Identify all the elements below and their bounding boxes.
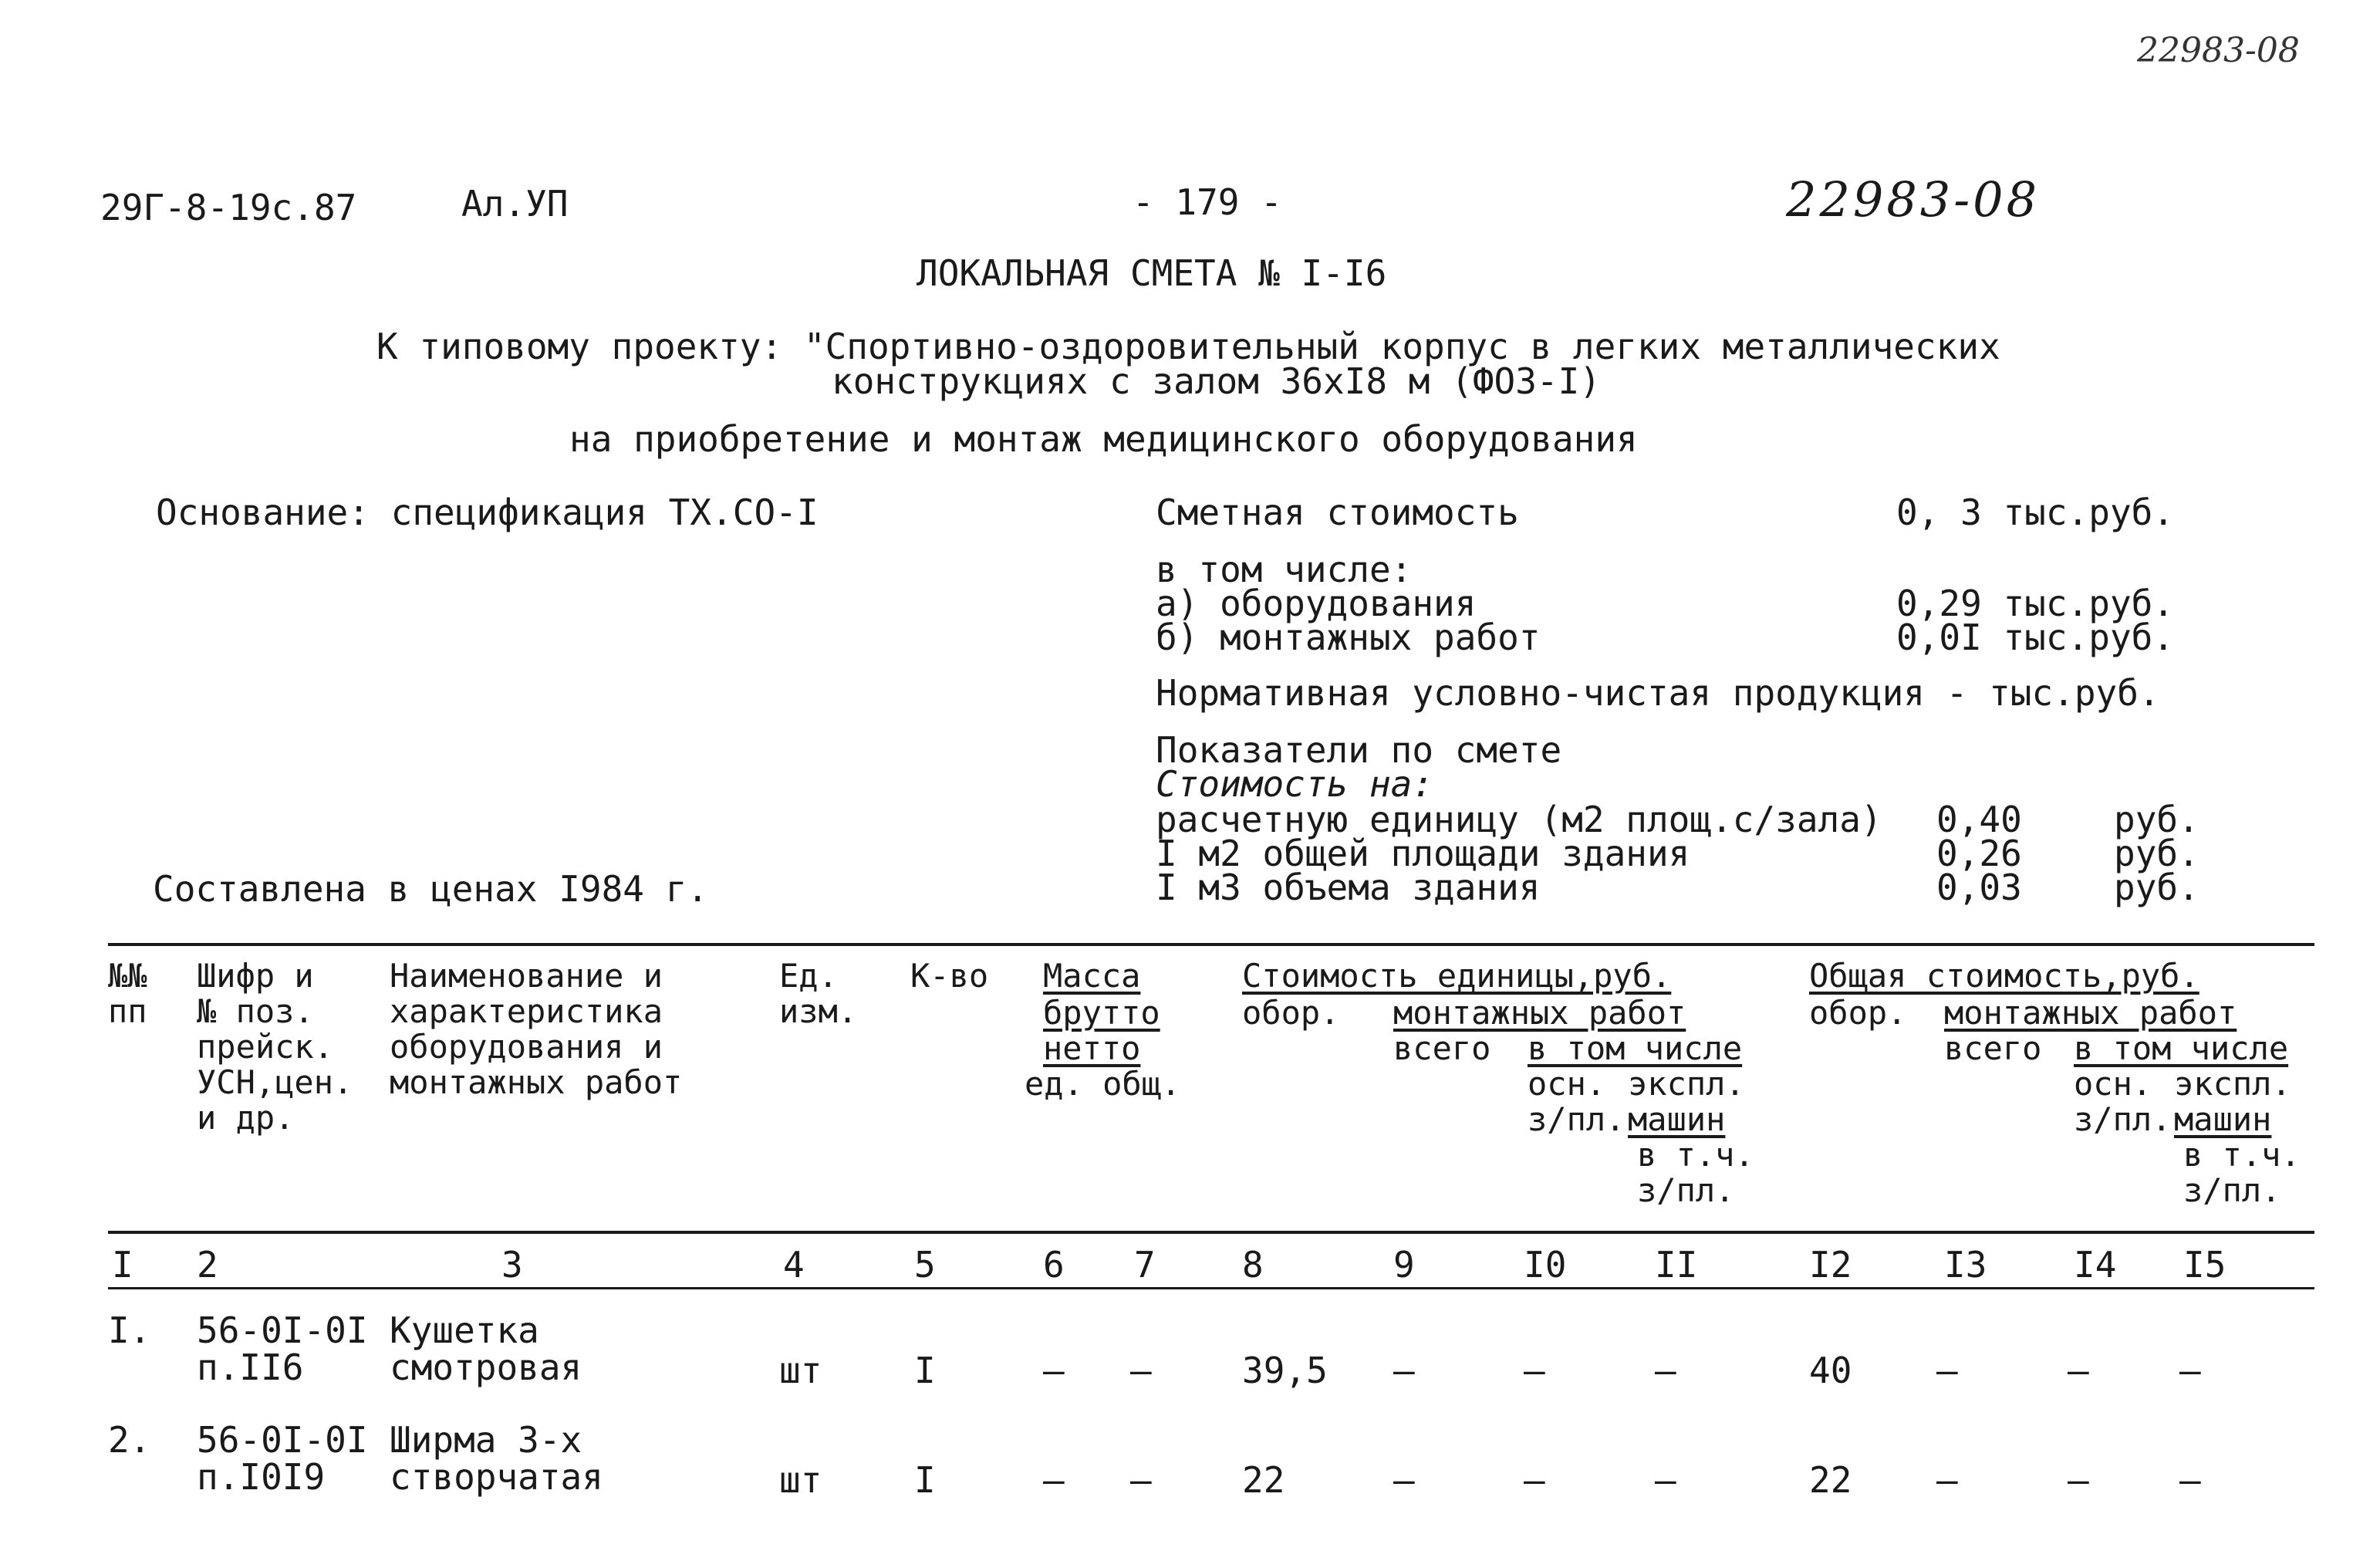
row-mass-total: –	[1130, 1350, 1152, 1391]
header-obor: обор.	[1242, 994, 1340, 1032]
document-code: 29Г-8-19с.87	[100, 187, 357, 228]
row-total-machines: –	[2179, 1350, 2201, 1391]
row-total-wage: –	[2068, 1459, 2089, 1501]
including-label: в том числе:	[1156, 549, 1413, 590]
row-name: Кушетка	[390, 1309, 539, 1351]
corner-mark: 22983-08	[2137, 31, 2300, 70]
equipment-value: 0,29 тыс.руб.	[1896, 583, 2175, 624]
header-zpl: з/пл.	[1528, 1100, 1625, 1138]
column-number: 3	[501, 1244, 523, 1286]
indicator-label: I м3 объема здания	[1156, 867, 1541, 908]
header-osn: осн.	[1528, 1065, 1606, 1103]
table-top-rule	[108, 943, 2314, 946]
row-unit: шт	[779, 1350, 822, 1391]
column-number: 4	[783, 1244, 805, 1286]
purpose-line: на приобретение и монтаж медицинского оборудования	[569, 418, 1638, 460]
row-mass-unit: –	[1043, 1350, 1065, 1391]
row-number: 2.	[108, 1419, 151, 1461]
header-brutto: брутто	[1043, 994, 1160, 1032]
indicator-value: 0,40	[1936, 799, 2022, 840]
column-number: I0	[1524, 1244, 1567, 1286]
header-vtch2: в т.ч.	[1637, 1136, 1754, 1174]
cost-label: Сметная стоимость	[1156, 492, 1519, 533]
doc-number: 22983-08	[1786, 171, 2041, 228]
row-unit-wage: –	[1524, 1350, 1545, 1391]
row-unit-wage: –	[1524, 1459, 1545, 1501]
header-name: Наименование и характеристика оборудования и монтажных работ	[390, 957, 683, 1101]
album-number: Ал.УП	[461, 183, 569, 225]
column-number: I4	[2074, 1244, 2117, 1286]
row-name: Ширма 3-х	[390, 1419, 582, 1461]
header-vtch3: в том числе	[2074, 1029, 2289, 1067]
header-mashin: машин	[1628, 1100, 1726, 1138]
row-name-2: створчатая	[390, 1456, 603, 1498]
row-unit-install: –	[1393, 1350, 1415, 1391]
page-number: - 179 -	[1133, 181, 1282, 223]
project-line-2: конструкциях с залом 36хI8 м (ФОЗ-I)	[832, 360, 1601, 402]
header-mass-sub: ед. общ.	[1025, 1065, 1181, 1103]
page-title: ЛОКАЛЬНАЯ СМЕТА № I-I6	[917, 252, 1387, 294]
install-value: 0,0I тыс.руб.	[1896, 617, 2175, 658]
header-qty: К-во	[910, 957, 989, 995]
header-obor2: обор.	[1809, 994, 1907, 1032]
indicator-label: I м2 общей площади здания	[1156, 833, 1690, 874]
row-total-install: –	[1936, 1459, 1958, 1501]
row-unit-install: –	[1393, 1459, 1415, 1501]
row-unit: шт	[779, 1459, 822, 1501]
header-mashin2: машин	[2174, 1100, 2272, 1138]
row-qty: I	[914, 1350, 936, 1391]
normative-line: Нормативная условно-чистая продукция - тыс.руб.	[1156, 672, 2160, 714]
indicators-title: Показатели по смете	[1156, 729, 1562, 771]
header-vsego2: всего	[1944, 1029, 2042, 1067]
row-total-wage: –	[2068, 1350, 2089, 1391]
header-unit: Ед. изм.	[779, 957, 858, 1030]
indicator-label: расчетную единицу (м2 площ.с/зала)	[1156, 799, 1882, 840]
indicator-value: 0,03	[1936, 867, 2022, 908]
equipment-label: а) оборудования	[1156, 583, 1477, 624]
header-osn2: осн.	[2074, 1065, 2152, 1103]
header-vtch: в том числе	[1528, 1029, 1743, 1067]
column-number: I3	[1944, 1244, 1987, 1286]
column-number: 5	[914, 1244, 936, 1286]
row-total-install: –	[1936, 1350, 1958, 1391]
row-mass-unit: –	[1043, 1459, 1065, 1501]
header-zpl4: з/пл.	[2183, 1171, 2281, 1209]
indicator-unit: руб.	[2114, 867, 2199, 908]
header-zpl3: з/пл.	[2074, 1100, 2172, 1138]
header-mont2: монтажных работ	[1944, 994, 2237, 1032]
row-number: I.	[108, 1309, 151, 1351]
column-number: 6	[1043, 1244, 1065, 1286]
column-number: 7	[1134, 1244, 1156, 1286]
column-number: 9	[1393, 1244, 1415, 1286]
row-unit-equipment: 39,5	[1242, 1350, 1328, 1391]
column-number: I	[112, 1244, 133, 1286]
header-ekspl: экспл.	[1628, 1065, 1745, 1103]
row-total-equipment: 40	[1809, 1350, 1852, 1391]
header-code: Шифр и № поз. прейск. УСН,цен. и др.	[197, 957, 353, 1137]
indicator-value: 0,26	[1936, 833, 2022, 874]
row-code-position: п.I0I9	[197, 1456, 326, 1498]
row-unit-machines: –	[1655, 1350, 1676, 1391]
row-unit-equipment: 22	[1242, 1459, 1285, 1501]
column-number: 8	[1242, 1244, 1264, 1286]
row-qty: I	[914, 1459, 936, 1501]
row-code-position: п.II6	[197, 1347, 304, 1388]
header-ekspl2: экспл.	[2174, 1065, 2291, 1103]
row-code: 56-0I-0I	[197, 1309, 368, 1351]
header-total-cost: Общая стоимость,руб.	[1809, 957, 2199, 995]
indicator-unit: руб.	[2114, 833, 2199, 874]
row-unit-machines: –	[1655, 1459, 1676, 1501]
column-number: 2	[197, 1244, 218, 1286]
row-code: 56-0I-0I	[197, 1419, 368, 1461]
row-total-equipment: 22	[1809, 1459, 1852, 1501]
prices-line: Составлена в ценах I984 г.	[153, 868, 709, 910]
row-total-machines: –	[2179, 1459, 2201, 1501]
indicators-subtitle: Стоимость на:	[1156, 763, 1434, 805]
header-zpl2: з/пл.	[1637, 1171, 1735, 1209]
indicator-unit: руб.	[2114, 799, 2199, 840]
header-number: №№ пп	[108, 957, 147, 1030]
header-mass: Масса	[1043, 957, 1141, 995]
header-mont: монтажных работ	[1393, 994, 1686, 1032]
header-vtch4: в т.ч.	[2183, 1136, 2301, 1174]
column-number: II	[1655, 1244, 1698, 1286]
project-line-1: К типовому проекту: "Спортивно-оздоровительный корпус в легких металлических	[376, 326, 2000, 367]
cost-value: 0, 3 тыс.руб.	[1896, 492, 2175, 533]
header-unit-cost: Стоимость единицы,руб.	[1242, 957, 1672, 995]
basis-line: Основание: спецификация ТХ.СО-I	[156, 492, 819, 533]
column-number: I5	[2183, 1244, 2226, 1286]
header-netto: нетто	[1043, 1029, 1141, 1067]
column-number: I2	[1809, 1244, 1852, 1286]
row-mass-total: –	[1130, 1459, 1152, 1501]
table-header-rule	[108, 1231, 2314, 1234]
header-vsego: всего	[1393, 1029, 1491, 1067]
row-name-2: смотровая	[390, 1347, 582, 1388]
install-label: б) монтажных работ	[1156, 617, 1541, 658]
table-number-rule	[108, 1287, 2314, 1289]
